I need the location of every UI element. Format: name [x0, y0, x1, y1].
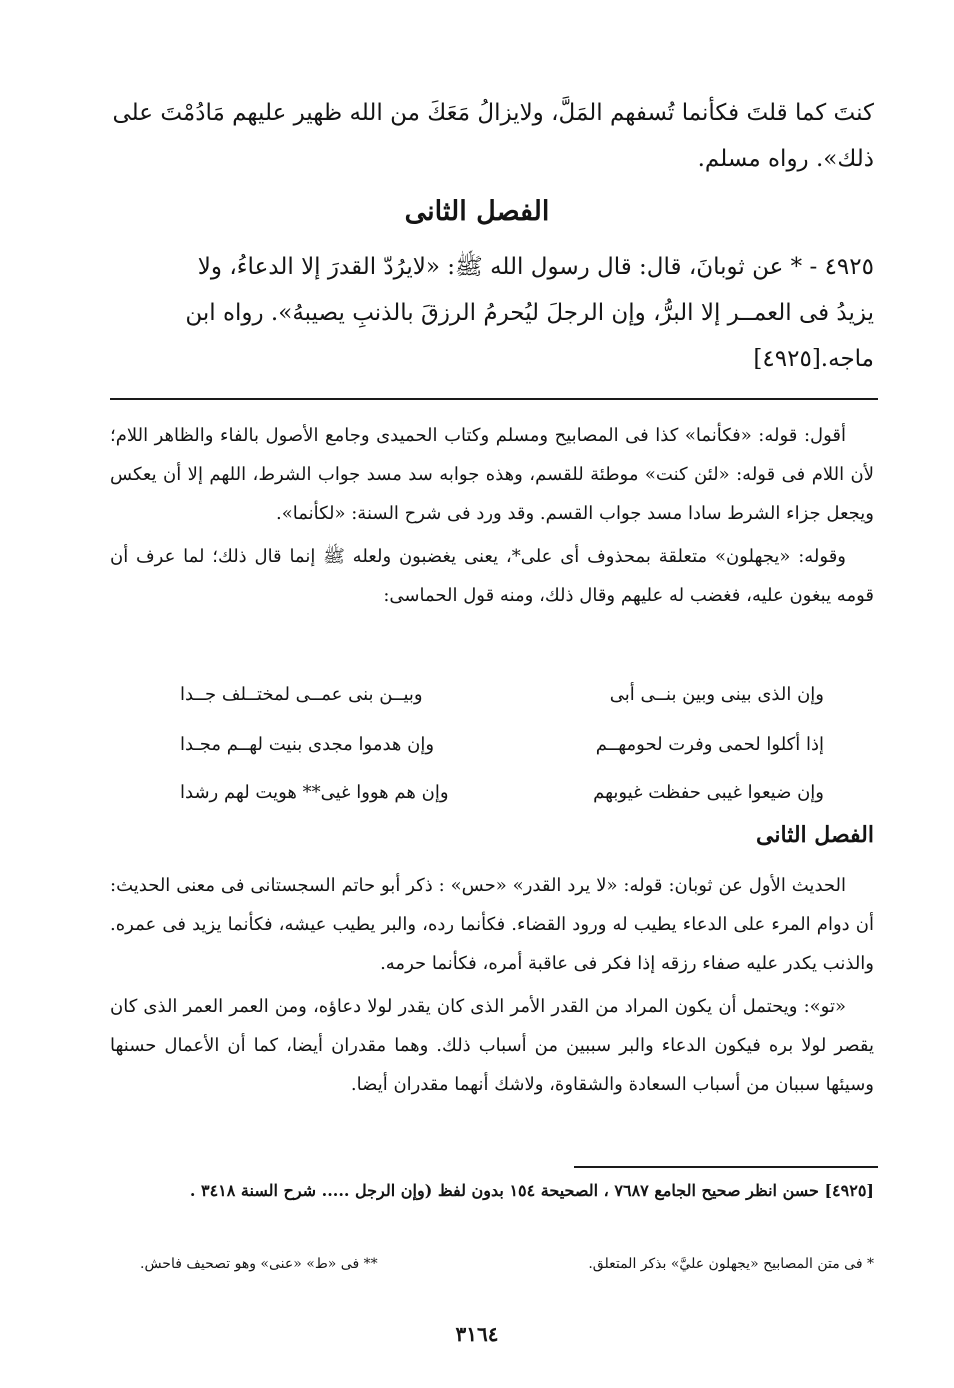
- footnote-1: * فى متن المصابيح «يجهلون عليَّ» بذكر المتعلق.: [588, 1256, 874, 1272]
- commentary-paragraph: وقوله: «يجهلون» متعلقة بمحذوف أى على*، يعنى يغضبون ولعله ﷺ إنما قال ذلك؛ لما عرف أن قومه يبغون عليه، فغضب له عليهم وقال ذلك، ومنه قول الحماسى:: [110, 546, 874, 606]
- commentary-paragraph: الحديث الأول عن ثوبان: قوله: «لا يرد القدر» «حس» : ذكر أبو حاتم السجستانى فى معنى الحديث: أن دوام المرء على الدعاء يطيب له ورود القضاء. فكأنما رده، والبر يطيب عيشه، فكأنما يزيد فى عمره. والذنب يكدر عليه صفاء رزقه إذا فكر فى عاقبة أمره، فكأنما حرمه.: [110, 875, 874, 974]
- hadith-line: كنتَ كما قلتَ فكأنما تُسفهم المَلَّ، ولايزالُ مَعَكَ من الله ظهير عليهم مَادُمْتَ على: [112, 100, 874, 126]
- commentary-section: [110, 416, 874, 615]
- page-number: ٣١٦٤: [455, 1322, 499, 1346]
- commentary-paragraph: أقول: قوله: «فكأنما» كذا فى المصابيح ومسلم وكتاب الحميدى وجامع الأصول بالفاء والظاهر اللام؛ لأن اللام فى قوله: «لئن كنت» موطئة للقسم، وهذه جوابه سد مسد جواب الشرط، اللهم إلا أن يعكس ويجعل جزاء الشرط سادا مسد جواب القسم. وقد ورد فى شرح السنة: «لكأنما».: [110, 425, 874, 524]
- poem-second-hemistich: وإن هم هووا غيى** هويت لهم رشدا: [180, 782, 449, 803]
- poem-second-hemistich: وبيــن بنى عمــى لمختــلف جــدا: [180, 684, 423, 705]
- commentary-paragraph: «تو»: ويحتمل أن يكون المراد من القدر الأمر الذى كان يقدر لولا دعاؤه، ومن العمر العمر الذى كان يقصر لولا بره فيكون الدعاء والبر سببين من أسباب ذلك. وهما مقدران أيضا، كما أن الأعمال حسنها وسيئها سببان من أسباب السعادة والشقاوة، ولاشك أنهما مقدران أيضا.: [110, 996, 874, 1095]
- commentary-section-2: [110, 866, 874, 1104]
- poem-first-hemistich: وإن ضيعوا غيبى حفظت غيوبهم: [593, 782, 824, 803]
- footnote-rule: [574, 1166, 878, 1168]
- footnote-2: ** فى «ط» «عنى» وهو تصحيف فاحش.: [140, 1256, 378, 1272]
- hadith-line: ٤٩٢٥ - * عن ثوبانَ، قال: قال رسول الله ﷺ: «لايرُدّ القدرَ إلا الدعاءُ، ولا: [197, 254, 874, 280]
- commentary-section-heading: الفصل الثانى: [756, 822, 874, 848]
- hadith-continuation: [110, 90, 874, 182]
- hadith-line: يزيدُ فى العمــر إلا البرُّ، وإن الرجلَ ليُحرمُ الرزقَ بالذنبِ يصيبهُ». رواه ابن: [185, 300, 874, 326]
- footnote-main: [٤٩٢٥] حسن انظر صحيح الجامع ٧٦٨٧ ، الصحيحة ١٥٤ بدون لفظ (وإن الرجل ..... شرح السنة ٣٤١٨ .: [189, 1181, 874, 1200]
- hadith-4925: [110, 244, 874, 382]
- poem-second-hemistich: وإن هدموا مجدى بنيت لهــم مجـدا: [180, 734, 435, 755]
- poem-first-hemistich: إذا أكلوا لحمى وفرت لحومهــم: [595, 734, 824, 755]
- hadith-line: ذلك». رواه مسلم.: [697, 146, 874, 172]
- divider-rule: [110, 398, 878, 400]
- poem-first-hemistich: وإن الذى بينى وبين بنــى أبى: [609, 684, 824, 705]
- section-heading: الفصل الثانى: [404, 196, 550, 227]
- hadith-line: ماجه.[٤٩٢٥]: [753, 346, 874, 372]
